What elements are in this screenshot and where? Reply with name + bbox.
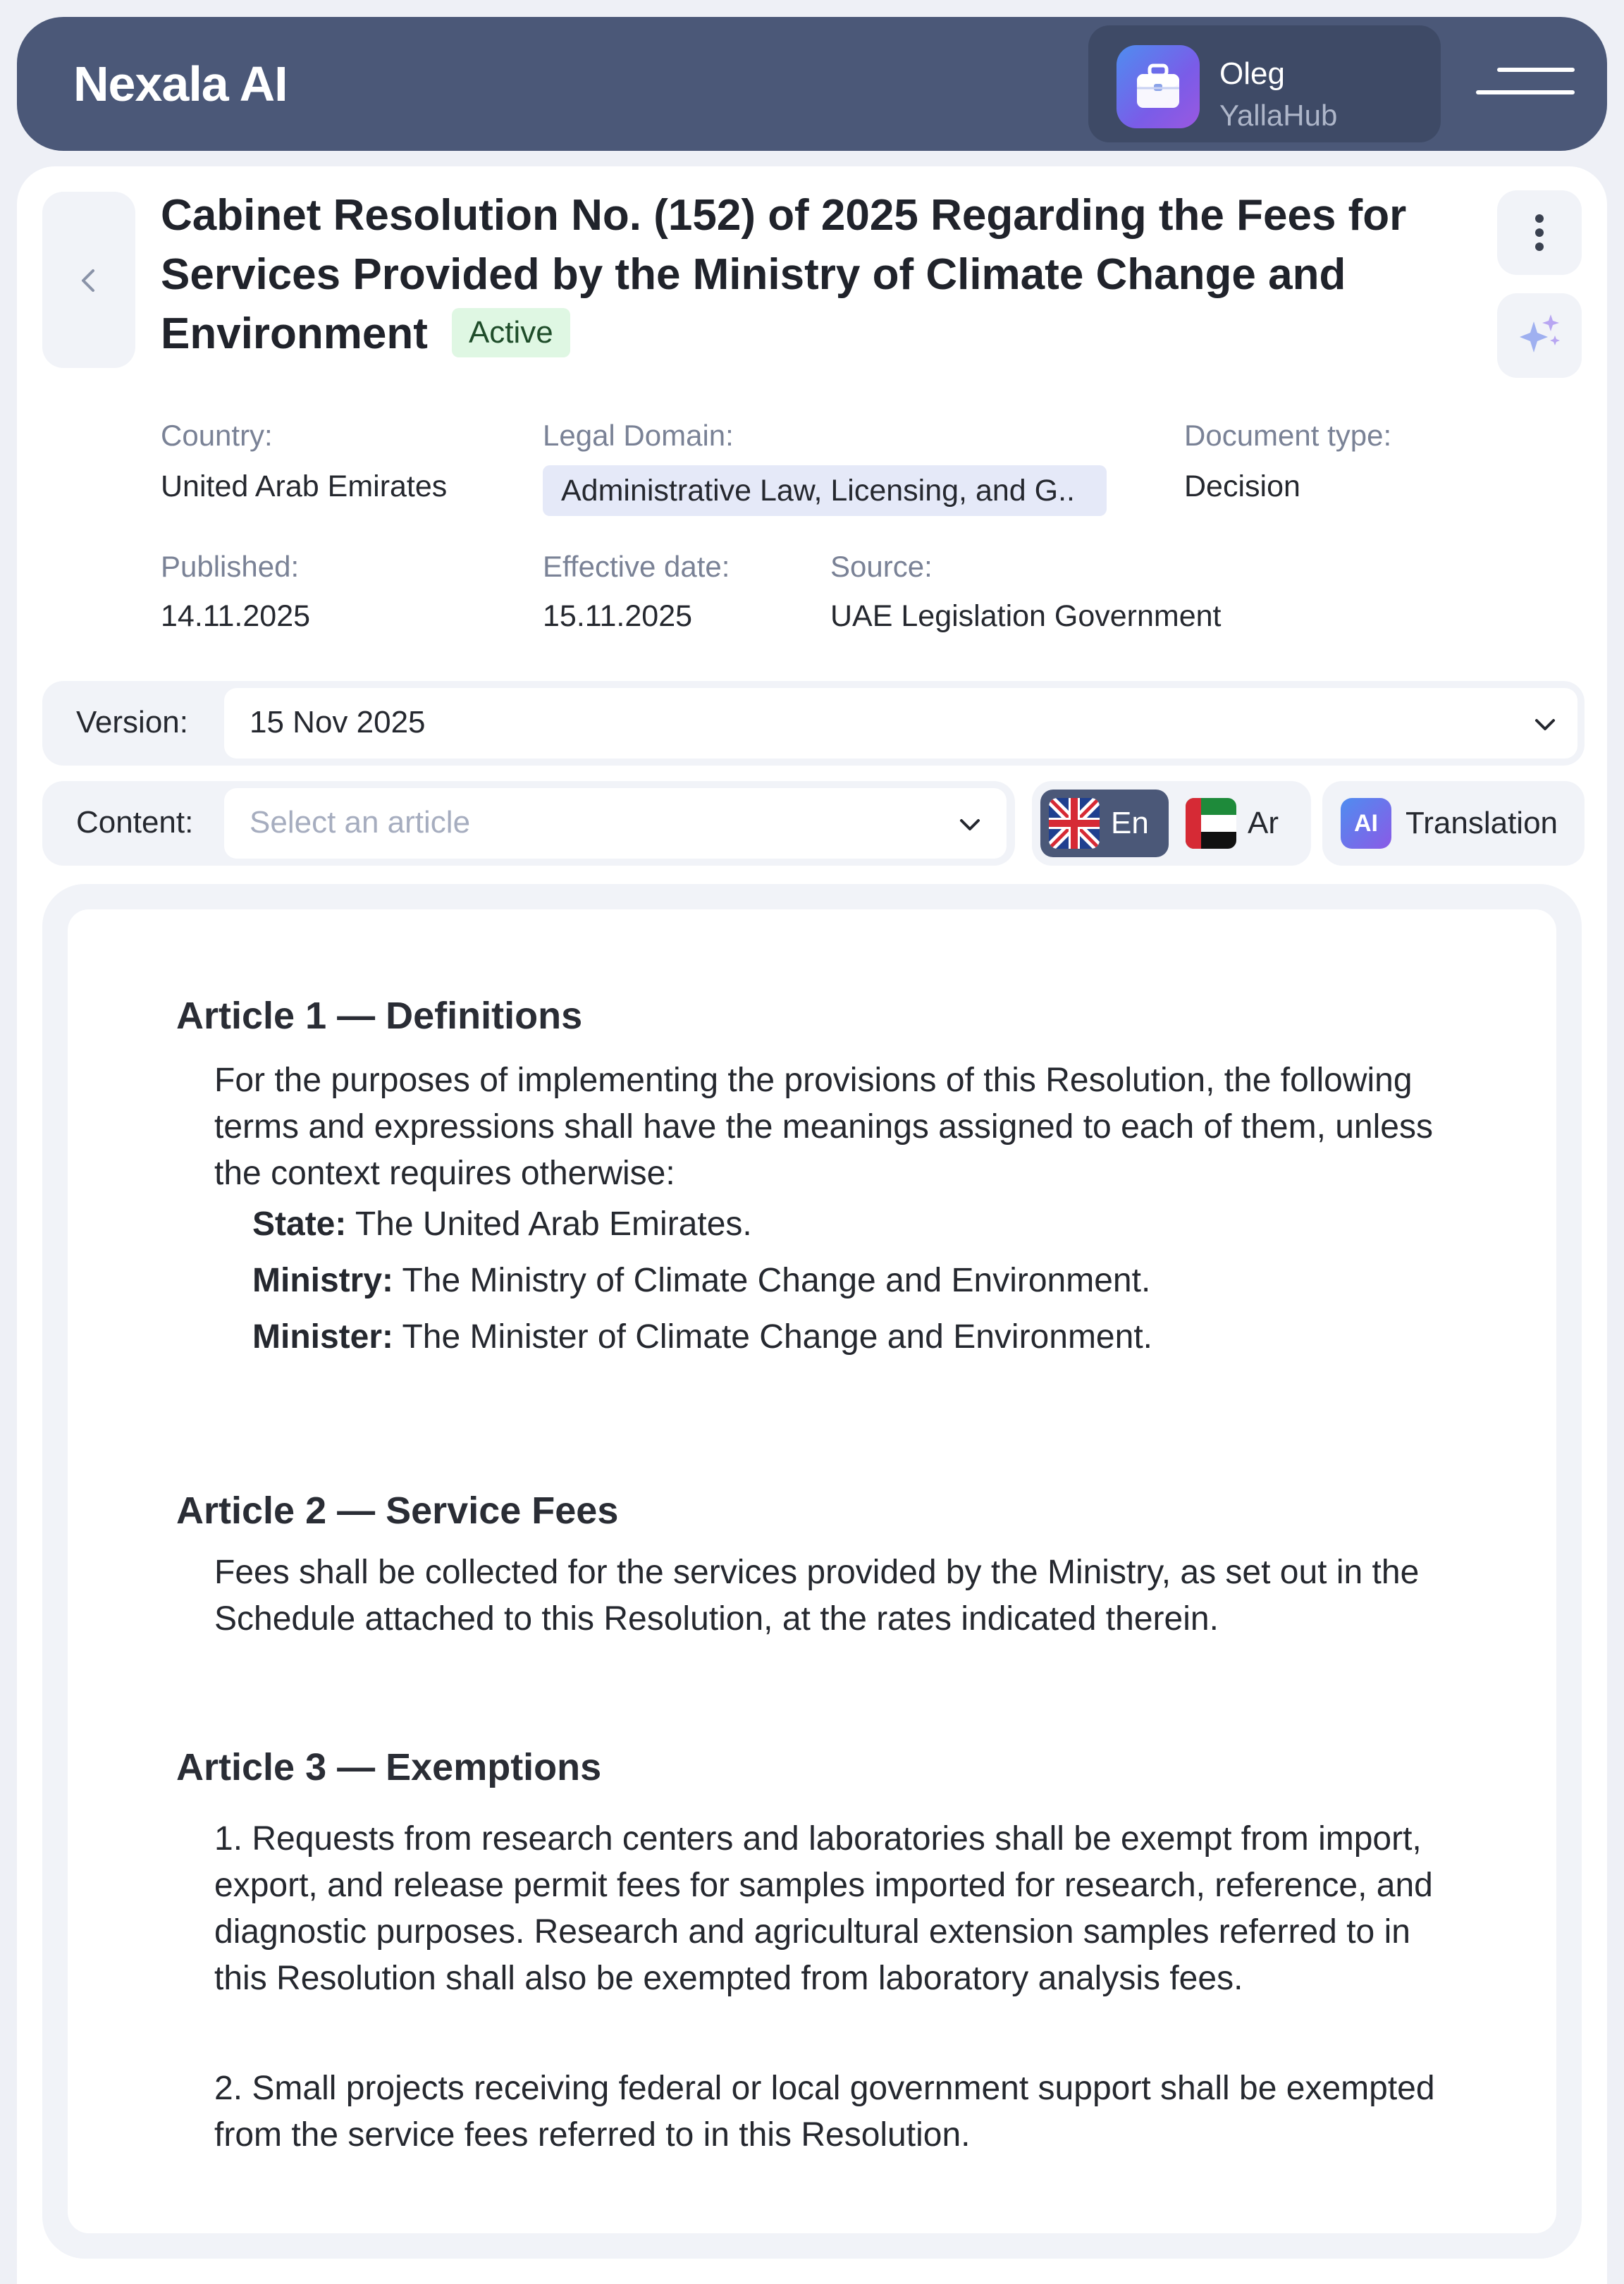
definition-item-minister xyxy=(252,1314,1152,1361)
definition-text: The Ministry of Climate Change and Environment. xyxy=(393,1262,1151,1299)
more-vertical-icon xyxy=(1497,190,1582,275)
document-body xyxy=(68,909,1556,2233)
legal-domain-label: Legal Domain: xyxy=(543,419,734,452)
language-label-ar: Ar xyxy=(1248,806,1279,840)
top-bar xyxy=(17,17,1607,151)
country-value: United Arab Emirates xyxy=(161,469,448,503)
document-card xyxy=(17,166,1607,2284)
document-type-label: Document type: xyxy=(1184,419,1392,452)
chevron-left-icon xyxy=(78,268,100,293)
version-row xyxy=(42,681,1585,766)
definition-term: State: xyxy=(252,1205,347,1243)
translation-button[interactable] xyxy=(1322,781,1585,866)
chevron-down-icon xyxy=(957,816,983,833)
sparkle-icon xyxy=(1497,293,1582,378)
ai-assistant-button[interactable] xyxy=(1497,293,1582,378)
article-3-paragraph-1: 1. Requests from research centers and laboratories shall be exempt from import, export, and release permit fees for samples imported for research, reference, and diagnostic purposes. Research and agricultural extension samples referred to in this Resolution shall also be exempted from laboratory analysis fees. xyxy=(214,1820,1433,1997)
article-select[interactable] xyxy=(224,788,1007,859)
status-badge: Active xyxy=(452,308,570,357)
uk-flag-icon xyxy=(1049,798,1100,849)
definition-item-ministry xyxy=(252,1258,1150,1304)
user-organization: YallaHub xyxy=(1219,99,1338,132)
user-name: Oleg xyxy=(1219,56,1285,91)
hamburger-menu-icon[interactable] xyxy=(1476,66,1575,102)
language-switcher xyxy=(1032,781,1311,866)
published-label: Published: xyxy=(161,550,300,583)
more-options-button[interactable] xyxy=(1497,190,1582,275)
language-label-en: En xyxy=(1111,806,1149,840)
article-select-placeholder: Select an article xyxy=(250,805,471,840)
language-option-en[interactable] xyxy=(1040,790,1169,857)
definition-text: The United Arab Emirates. xyxy=(346,1205,752,1243)
article-2-title: Article 2 — Service Fees xyxy=(176,1490,619,1532)
translation-label: Translation xyxy=(1405,806,1558,840)
content-label: Content: xyxy=(76,805,194,840)
brand-logo[interactable]: Nexala AI xyxy=(73,56,288,111)
article-3-paragraph-2: 2. Small projects receiving federal or local government support shall be exempted from the service fees referred to in this Resolution. xyxy=(214,2070,1435,2154)
user-profile-chip[interactable] xyxy=(1088,25,1441,142)
definition-term: Minister: xyxy=(252,1318,394,1356)
back-button[interactable] xyxy=(42,192,135,368)
content-row xyxy=(42,781,1015,866)
version-label: Version: xyxy=(76,705,188,739)
effective-date-value: 15.11.2025 xyxy=(543,599,693,633)
chevron-down-icon xyxy=(1532,716,1558,733)
published-value: 14.11.2025 xyxy=(161,599,311,633)
ai-icon: AI xyxy=(1341,798,1391,849)
source-value: UAE Legislation Government xyxy=(830,599,1222,633)
page-title xyxy=(161,186,1429,364)
content-panel xyxy=(42,884,1582,2259)
article-1-intro: For the purposes of implementing the provisions of this Resolution, the following terms and expressions shall have the meanings assigned to each of them, unless the context requires otherwise: xyxy=(214,1062,1433,1192)
language-option-ar[interactable] xyxy=(1177,790,1304,857)
definition-item-state xyxy=(252,1201,752,1248)
country-label: Country: xyxy=(161,419,273,452)
legal-domain-tag[interactable]: Administrative Law, Licensing, and G.. xyxy=(543,465,1107,516)
version-value: 15 Nov 2025 xyxy=(250,705,426,739)
effective-date-label: Effective date: xyxy=(543,550,730,583)
definition-text: The Minister of Climate Change and Environment. xyxy=(393,1318,1152,1356)
article-1-title: Article 1 — Definitions xyxy=(176,995,583,1037)
uae-flag-icon xyxy=(1186,798,1236,849)
source-label: Source: xyxy=(830,550,933,583)
definition-term: Ministry: xyxy=(252,1262,394,1299)
briefcase-icon xyxy=(1116,45,1200,128)
version-select[interactable] xyxy=(224,688,1577,759)
article-3-title: Article 3 — Exemptions xyxy=(176,1746,602,1788)
article-2-paragraph: Fees shall be collected for the services provided by the Ministry, as set out in the Schedule attached to this Resolution, at the rates indicated therein. xyxy=(214,1554,1420,1638)
document-title-text: Cabinet Resolution No. (152) of 2025 Regarding the Fees for Services Provided by the Ministry of Climate Change and Environment xyxy=(161,191,1407,358)
document-type-value: Decision xyxy=(1184,469,1300,503)
